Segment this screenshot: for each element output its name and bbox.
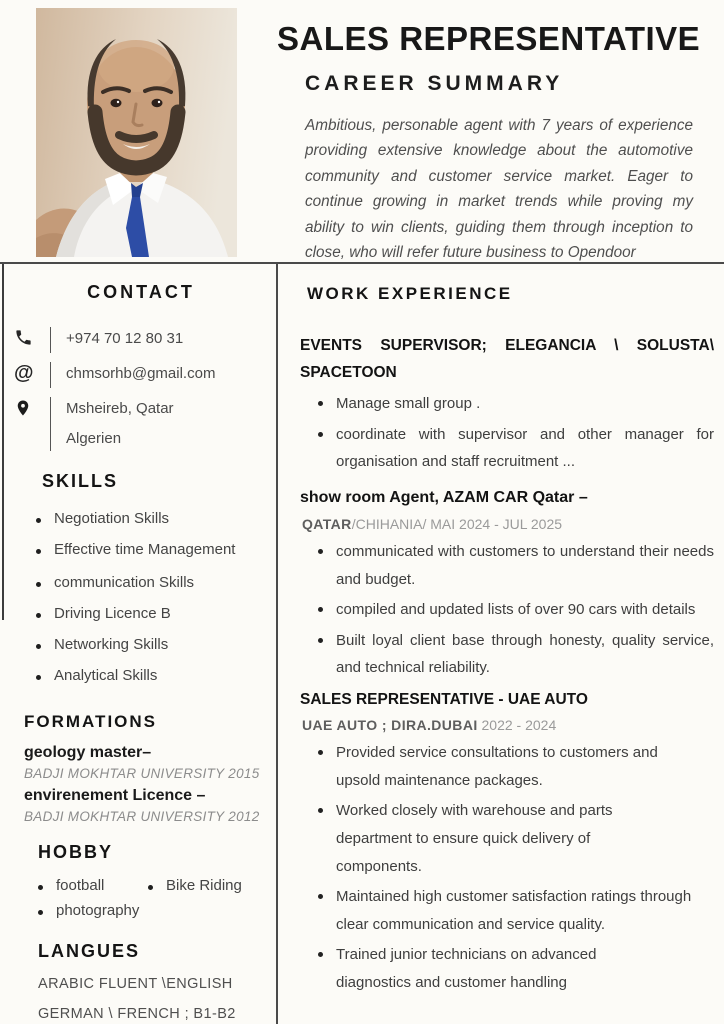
- job-bullet: [300, 421, 714, 476]
- location-icon: [14, 397, 50, 451]
- hobby-section: [14, 842, 268, 927]
- formation-title: geology master–: [24, 743, 152, 761]
- bullet-text: communicated with customers to understand their needs and budget.: [336, 543, 714, 588]
- bullet-icon: [318, 808, 323, 813]
- langue-line: ARABIC FLUENT \ENGLISH: [38, 975, 233, 992]
- bullet-icon: [36, 549, 41, 554]
- job-title: EVENTS SUPERVISOR; ELEGANCIA \ SOLUSTA\ SPACETOON: [300, 337, 714, 382]
- skill-label: Driving Licence B: [54, 604, 171, 622]
- skill-item: [36, 574, 268, 591]
- header: [277, 20, 699, 265]
- job-bullet: [300, 941, 714, 996]
- hobby-item: [38, 901, 140, 919]
- job-bullet: [300, 797, 714, 880]
- job-entry: [300, 484, 714, 682]
- skill-item: [36, 541, 268, 558]
- bullet-icon: [38, 910, 43, 915]
- job-meta-location: QATAR: [302, 516, 352, 533]
- formation-school: BADJI MOKHTAR UNIVERSITY 2012: [24, 808, 260, 824]
- location-value: [50, 397, 174, 451]
- formation-title: envirenement Licence –: [24, 786, 206, 804]
- job-meta-dates: /CHIHANIA/ MAI 2024 - JUL 2025: [351, 516, 563, 533]
- job-bullet: [300, 596, 714, 624]
- bullet-icon: [36, 582, 41, 587]
- hobby-list: [16, 877, 268, 927]
- contact-email-row: [14, 362, 268, 388]
- langues-heading: LANGUES: [38, 940, 141, 961]
- skill-label: Networking Skills: [54, 635, 169, 653]
- job-entry: [300, 332, 714, 476]
- career-summary-text: Ambitious, personable agent with 7 years of experience providing extensive knowledge about the automotive community and customer service market. Eager to continue growing in market trends while proving my ability to win clients, guiding them through inception to close, who will refer future business to Opendoor: [305, 117, 693, 261]
- langue-line: GERMAN \ FRENCH ; B1-B2: [38, 1005, 236, 1022]
- location-line-1: Msheireb, Qatar: [66, 400, 174, 417]
- formations-section: [14, 712, 268, 824]
- skill-item: [36, 510, 268, 527]
- bullet-icon: [38, 885, 43, 890]
- job-bullet: [300, 883, 714, 938]
- hobby-label: Bike Riding: [166, 876, 242, 894]
- phone-icon: [14, 327, 50, 353]
- bullet-text: Maintained high customer satisfaction ratings through clear communication and service quality.: [336, 888, 692, 933]
- job-title: show room Agent, AZAM CAR Qatar –: [300, 489, 588, 507]
- formation-school: BADJI MOKHTAR UNIVERSITY 2015: [24, 765, 260, 781]
- hobby-label: football: [56, 876, 105, 894]
- bullet-text: coordinate with supervisor and other manager for organisation and staff recruitment ...: [336, 425, 714, 471]
- hobby-item: [148, 877, 256, 894]
- job-bullet: [300, 739, 714, 794]
- sidebar: [14, 274, 268, 1024]
- bullet-icon: [148, 885, 153, 890]
- bullet-icon: [318, 638, 323, 643]
- job-bullet: [300, 390, 714, 418]
- job-bullet: [300, 627, 714, 682]
- work-heading: WORK EXPERIENCE: [307, 284, 513, 303]
- bullet-icon: [36, 675, 41, 680]
- bullet-text: Built loyal client base through honesty, quality service, and technical reliability.: [336, 631, 714, 677]
- job-meta-location: UAE AUTO ; DIRA.DUBAI: [302, 717, 478, 734]
- email-value: chmsorhb@gmail.com: [50, 362, 215, 388]
- bullet-icon: [36, 518, 41, 523]
- job-bullet: [300, 538, 714, 593]
- job-meta-dates: 2022 - 2024: [477, 717, 557, 734]
- job-meta: [302, 717, 714, 733]
- bullet-icon: [318, 549, 323, 554]
- bullet-text: Provided service consultations to customers and upsold maintenance packages.: [336, 744, 658, 789]
- bullet-text: Worked closely with warehouse and parts department to ensure quick delivery of components.: [336, 802, 613, 875]
- page-edge-line: [2, 264, 4, 620]
- skill-item: [36, 667, 268, 684]
- skill-item: [36, 605, 268, 622]
- bullet-icon: [318, 750, 323, 755]
- formations-heading: FORMATIONS: [24, 711, 158, 731]
- location-line-2: Algerien: [66, 430, 122, 448]
- langues-section: [14, 941, 268, 1022]
- skills-heading: SKILLS: [42, 470, 119, 491]
- bullet-text: compiled and updated lists of over 90 cars with details: [336, 601, 696, 619]
- profile-photo: [36, 8, 237, 257]
- job-entry: [300, 686, 714, 996]
- phone-value: +974 70 12 80 31: [50, 327, 183, 353]
- job-meta: [302, 516, 714, 532]
- hobby-item: [38, 877, 126, 894]
- bullet-icon: [318, 952, 323, 957]
- bullet-icon: [318, 894, 323, 899]
- page-title: SALES REPRESENTATIVE: [277, 20, 701, 57]
- portrait-illustration: [36, 8, 237, 257]
- hobby-label: photography: [56, 901, 140, 919]
- column-divider: [276, 264, 278, 1024]
- skill-label: communication Skills: [54, 573, 195, 591]
- contact-section: [14, 282, 268, 451]
- bullet-icon: [36, 644, 41, 649]
- bullet-text: Trained junior technicians on advanced diagnostics and customer handling: [336, 946, 597, 991]
- career-summary-heading: CAREER SUMMARY: [305, 72, 564, 95]
- skill-label: Negotiation Skills: [54, 509, 170, 527]
- job-title: SALES REPRESENTATIVE - UAE AUTO: [300, 691, 588, 708]
- header-divider: [0, 262, 724, 264]
- contact-location-row: [14, 397, 268, 451]
- skill-label: Effective time Management: [54, 540, 236, 558]
- bullet-icon: [318, 432, 323, 437]
- contact-phone-row: [14, 327, 268, 353]
- skill-item: [36, 636, 268, 653]
- bullet-icon: [318, 401, 323, 406]
- skill-label: Analytical Skills: [54, 666, 158, 684]
- bullet-text: Manage small group .: [336, 395, 481, 413]
- at-icon: @: [14, 362, 34, 384]
- bullet-icon: [36, 613, 41, 618]
- work-experience-section: [300, 276, 714, 999]
- contact-heading: CONTACT: [87, 282, 195, 302]
- skills-section: [14, 471, 268, 684]
- hobby-heading: HOBBY: [38, 841, 114, 862]
- bullet-icon: [318, 607, 323, 612]
